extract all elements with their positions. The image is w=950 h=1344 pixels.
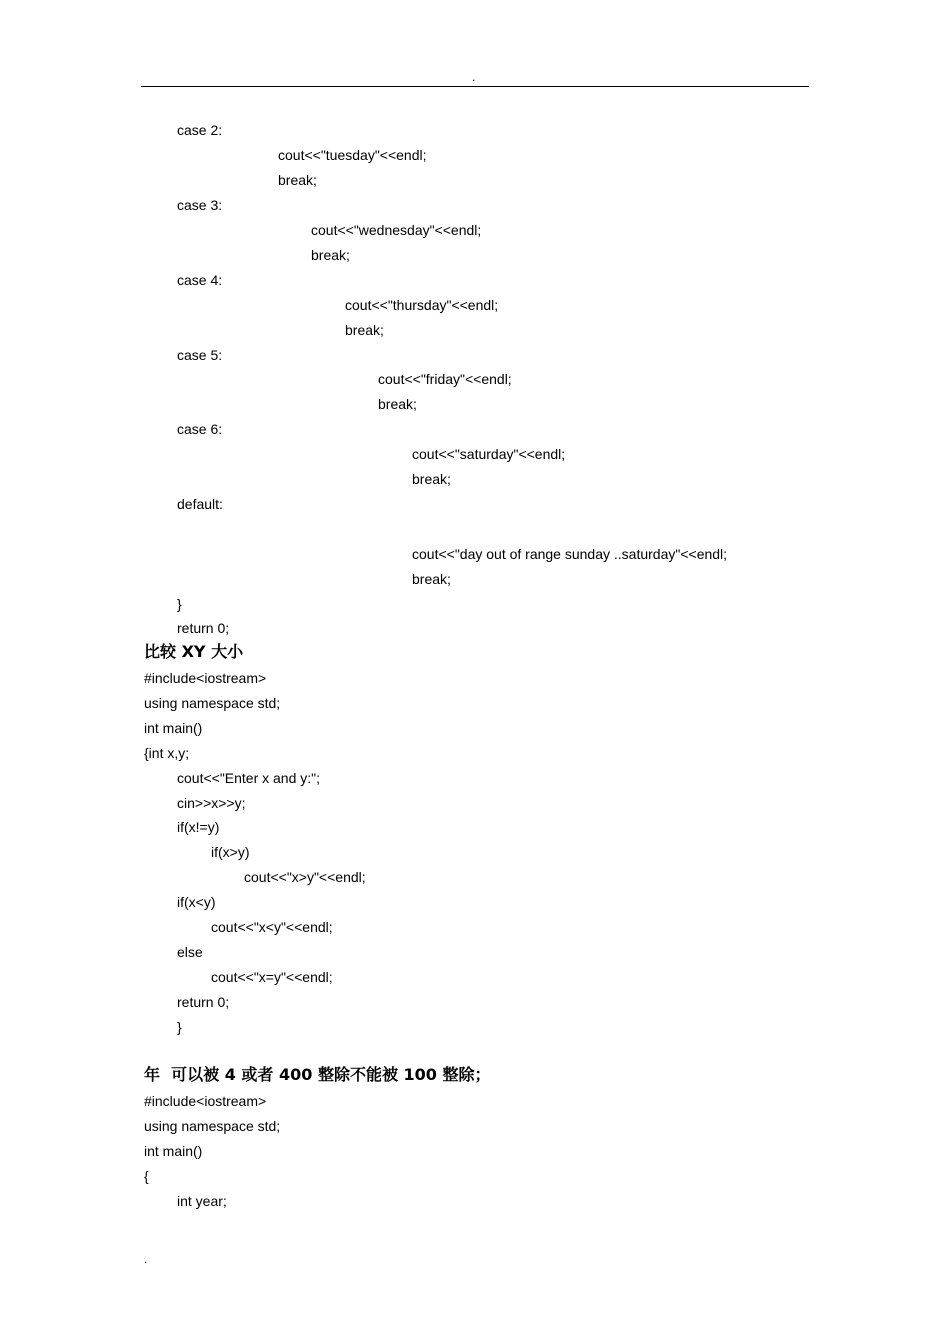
code-line: using namespace std; — [144, 695, 281, 711]
code-line: #include<iostream> — [144, 670, 267, 686]
code-line: cout<<"wednesday"<<endl; — [311, 222, 482, 238]
code-line: cout<<"friday"<<endl; — [378, 371, 512, 387]
code-line: break; — [278, 172, 317, 188]
code-line: { — [144, 1168, 149, 1184]
code-line: break; — [378, 396, 417, 412]
code-line: int main() — [144, 1143, 203, 1159]
code-line: } — [177, 1019, 182, 1035]
code-line: if(x<y) — [177, 894, 216, 910]
code-line: cout<<"x>y"<<endl; — [244, 869, 366, 885]
code-line: return 0; — [177, 620, 230, 636]
code-line: cout<<"day out of range sunday ..saturday"<<endl; — [412, 546, 728, 562]
code-line: case 5: — [177, 347, 223, 363]
code-line: break; — [412, 471, 451, 487]
code-line: } — [177, 596, 182, 612]
code-line: cout<<"x=y"<<endl; — [211, 969, 333, 985]
code-line: int year; — [177, 1193, 227, 1209]
code-line: if(x>y) — [211, 844, 250, 860]
code-line: cout<<"Enter x and y:"; — [177, 770, 321, 786]
code-line: break; — [412, 571, 451, 587]
code-line: cout<<"saturday"<<endl; — [412, 446, 566, 462]
code-line: default: — [177, 496, 223, 512]
code-line: case 2: — [177, 122, 223, 138]
code-line: {int x,y; — [144, 745, 190, 761]
code-line: using namespace std; — [144, 1118, 281, 1134]
section-heading: 年 可以被 4 或者 400 整除不能被 100 整除； — [144, 1065, 491, 1084]
header-rule — [141, 86, 809, 87]
code-line: cout<<"tuesday"<<endl; — [278, 147, 427, 163]
code-line: case 4: — [177, 272, 223, 288]
code-line: break; — [311, 247, 350, 263]
code-line: if(x!=y) — [177, 819, 220, 835]
footer-mark: . — [144, 1252, 148, 1266]
code-line: int main() — [144, 720, 203, 736]
code-line: else — [177, 944, 203, 960]
code-line: cout<<"thursday"<<endl; — [345, 297, 499, 313]
code-line: #include<iostream> — [144, 1093, 267, 1109]
header-mark: . — [472, 70, 476, 84]
code-line: case 6: — [177, 421, 223, 437]
code-line: break; — [345, 322, 384, 338]
code-line: cout<<"x<y"<<endl; — [211, 919, 333, 935]
code-line: return 0; — [177, 994, 230, 1010]
code-line: cin>>x>>y; — [177, 795, 246, 811]
code-line: case 3: — [177, 197, 223, 213]
section-heading: 比较 XY 大小 — [144, 642, 244, 661]
